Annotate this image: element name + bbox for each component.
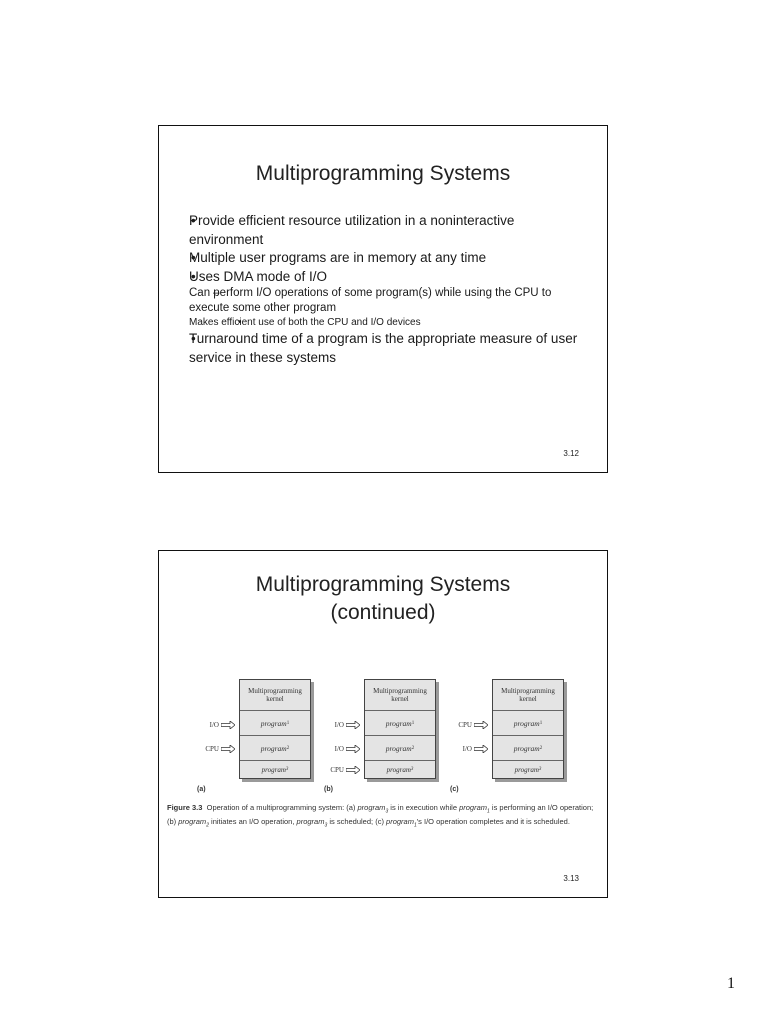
slide-title-line1: Multiprogramming Systems (255, 573, 511, 596)
kernel-cell: Multiprogramming kernel (365, 680, 435, 711)
slide-title (159, 571, 607, 627)
kernel-cell: Multiprogramming kernel (493, 680, 563, 711)
figure-panel-c (442, 679, 562, 799)
sub-bullet-item: – Can perform I/O operations of some program(s) while using the CPU to execute some other program (189, 286, 589, 316)
memory-stack (364, 679, 436, 779)
memory-stack (239, 679, 311, 779)
sub-sub-bullet-item: • Makes efficient use of both the CPU and I/O devices (189, 316, 589, 330)
cpu-device-label: CPU (314, 761, 364, 778)
arrow-right-icon (221, 745, 235, 753)
program-1-cell: program 1 (365, 711, 435, 736)
program-1-cell: program 1 (493, 711, 563, 736)
program-1-cell: program 1 (240, 711, 310, 736)
program-3-cell: program 3 (386, 765, 414, 774)
program-2-cell: program 2 (493, 736, 563, 761)
io-device-label: I/O (314, 737, 364, 761)
slide-3-12 (158, 125, 608, 473)
cpu-device-label: CPU (189, 737, 239, 761)
slide-title: Multiprogramming Systems (255, 162, 511, 185)
figure-panel-a (189, 679, 309, 799)
memory-stack (492, 679, 564, 779)
io-device-label: I/O (189, 713, 239, 737)
figure-caption: Figure 3.3 Operation of a multiprogramming system: (a) program$_3$ is in execution while program$_1$ is performing an I/O operation; (b) program$_2$ initiates an I/O operation, program$_3$ is scheduled; (c) program$_1$'s I/O operation completes and it is scheduled. (167, 803, 594, 829)
arrow-right-icon (346, 745, 360, 753)
slide-number: 3.13 (563, 874, 579, 883)
bullet-item: • Provide efficient resource utilization in a noninteractive environment (189, 212, 589, 249)
program-2-cell: program 2 (240, 736, 310, 761)
arrow-right-icon (346, 721, 360, 729)
arrow-right-icon (346, 766, 360, 774)
figure-panel-b (314, 679, 434, 799)
cpu-device-label: CPU (442, 713, 492, 737)
slide-3-13 (158, 550, 608, 898)
panel-label-b: (b) (324, 786, 333, 793)
panel-label-a: (a) (197, 786, 206, 793)
io-device-label: I/O (442, 737, 492, 761)
bullet-item: • Multiple user programs are in memory at any time (189, 249, 589, 268)
io-device-label: I/O (314, 713, 364, 737)
panel-label-c: (c) (450, 786, 459, 793)
page-number: 1 (727, 975, 735, 992)
arrow-right-icon (221, 721, 235, 729)
program-2-cell: program 2 (365, 736, 435, 761)
bullet-item: • Uses DMA mode of I/O (189, 268, 589, 287)
bullet-list (189, 212, 589, 367)
program-3-cell: program 3 (514, 765, 542, 774)
program-3-cell: program 3 (261, 765, 289, 774)
slide-number: 3.12 (563, 449, 579, 458)
kernel-cell: Multiprogramming kernel (240, 680, 310, 711)
slide-title-line2: (continued) (330, 601, 436, 624)
bullet-item: • Turnaround time of a program is the appropriate measure of user service in these systems (189, 330, 589, 367)
arrow-right-icon (474, 745, 488, 753)
arrow-right-icon (474, 721, 488, 729)
